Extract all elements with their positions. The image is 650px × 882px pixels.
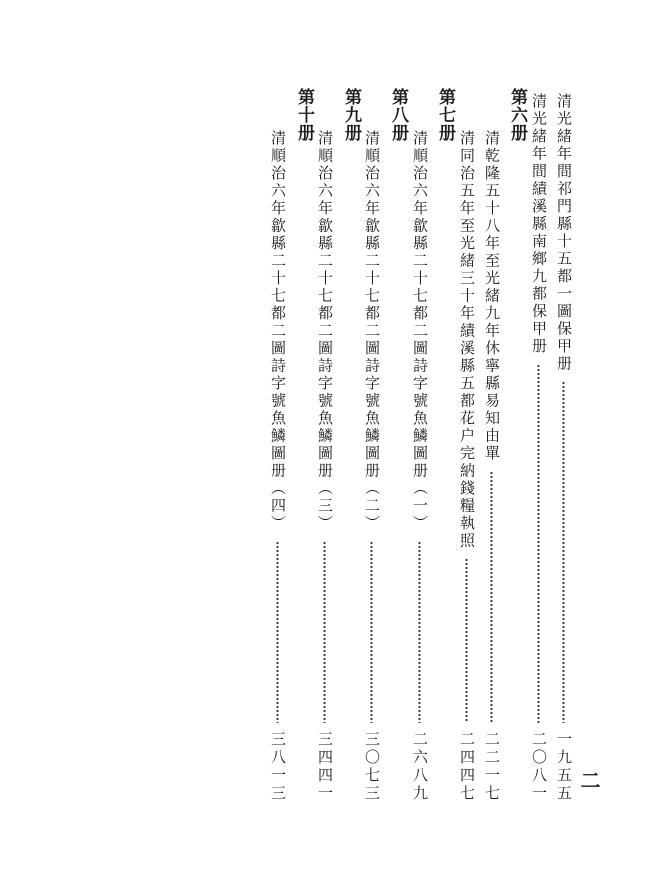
toc-entry (317, 130, 332, 803)
dot-leader (556, 381, 571, 723)
volume-heading: 第七册 (435, 88, 455, 142)
volume-heading: 第八册 (388, 88, 408, 142)
entry-page: 三八一三 (269, 731, 287, 803)
entry-page: 二〇八一 (530, 731, 548, 803)
toc-entry (531, 93, 546, 803)
page-number: 二 (577, 770, 601, 792)
entry-title: 清順治六年歙縣二十七都二圖詩字號魚鱗圖册（一） (411, 130, 429, 533)
dot-leader (412, 541, 427, 724)
entry-title: 清順治六年歙縣二十七都二圖詩字號魚鱗圖册（二） (363, 130, 381, 533)
toc-entry (364, 130, 379, 803)
volume-heading: 第九册 (341, 88, 361, 142)
entry-title: 清光緒年間祁門縣十五都一圖保甲册 (555, 93, 573, 373)
entry-title: 清順治六年歙縣二十七都二圖詩字號魚鱗圖册（四） (269, 130, 287, 533)
entry-title: 清順治六年歙縣二十七都二圖詩字號魚鱗圖册（三） (316, 130, 334, 533)
volume-heading: 第十册 (294, 88, 314, 142)
toc-entry (270, 130, 285, 803)
toc-entry (412, 130, 427, 803)
dot-leader (531, 364, 546, 724)
entry-title: 清同治五年至光緒三十年績溪縣五都花户完納錢糧執照 (458, 130, 476, 550)
dot-leader (484, 471, 499, 724)
dot-leader (364, 541, 379, 724)
entry-page: 二六八九 (411, 731, 429, 803)
entry-page: 一九五五 (555, 731, 573, 803)
entry-page: 二四四七 (458, 731, 476, 803)
dot-leader (317, 541, 332, 724)
entry-title: 清光緒年間績溪縣南鄉九都保甲册 (530, 93, 548, 356)
entry-page: 三四四一 (316, 731, 334, 803)
dot-leader (459, 558, 474, 723)
volume-heading: 第六册 (507, 88, 527, 142)
entry-page: 二二一七 (483, 731, 501, 803)
toc-entry (484, 130, 499, 803)
entry-title: 清乾隆五十八年至光緒九年休寧縣易知由單 (483, 130, 501, 463)
toc-entry (459, 130, 474, 803)
toc-entry (556, 93, 571, 803)
entry-page: 三〇七三 (363, 731, 381, 803)
dot-leader (270, 541, 285, 724)
